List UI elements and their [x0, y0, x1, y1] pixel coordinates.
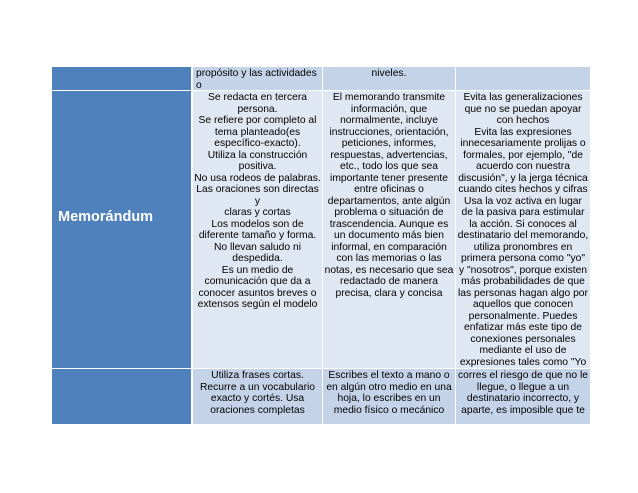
row-header-cell — [52, 369, 192, 425]
row-header-cell — [52, 91, 192, 369]
table-cell-levels — [322, 67, 455, 91]
cell-text: El memorando transmite información, que normalmente, incluye instrucciones, orientación, peticiones, informes, respuestas, advertencias, etc., todo los que sea importante tener presente entre oficinas o departamentos, ante algún problema o situación de trascendencia. Aunque es un documento más bien informal, en comparación con las memorias o las notas, es necesario que sea redactado de manera precisa, clara y concisa — [324, 92, 454, 299]
table-cell-medium — [322, 369, 455, 425]
table-cell-description — [322, 91, 455, 369]
row-header-cell — [52, 67, 192, 91]
table-cell-recommendations — [455, 91, 590, 369]
cell-text — [456, 67, 590, 68]
memorandum-table — [52, 67, 590, 425]
cell-text: Evita las generalizaciones que no se puedan apoyar con hechos Evita las expresiones innecesariamente prolijas o formales, por ejemplo, "de acuerdo con nuestra discusión", y la jerga técnica cuando cites hechos y cifras Usa la voz activa en lugar de la pasiva para estimular la acción. Si conoces al destinatario del memorando, utiliza pronombres en primera persona como "yo" y "nosotros", porque existen más probabilidades de que las personas hagan algo por aquellos que conocen personalmente. Puedes enfatizar más este tipo de conexiones personales mediante el uso de expresiones tales como "Yo — [457, 92, 589, 368]
cell-text: Se redacta en tercera persona. Se refiere por completo al tema planteado(es específico-exacto). Utiliza la construcción positiva. No usa rodeos de palabras. Las oraciones son directas y claras y cortas Los modelos son de diferente tamaño y forma. No llevan saludo ni despedida. Es un medio de comunicación que da a conocer asuntos breves o extensos según el modelo — [194, 92, 321, 310]
table-cell-purpose — [192, 67, 322, 91]
table-cell-risk — [455, 369, 590, 425]
cell-text: propósito y las actividades o — [196, 68, 317, 91]
cell-text: Utiliza frases cortas. Recurre a un vocabulario exacto y cortés. Usa oraciones completas — [199, 370, 316, 416]
cell-text: Escribes el texto a mano o en algún otro medio en una hoja, lo escribes en un medio físico o mecánico — [326, 370, 452, 416]
cell-text: corres el riesgo de que no le llegue, o llegue a un destinatario incorrecto, y aparte, es imposible que te — [458, 370, 588, 416]
cell-text: niveles. — [371, 68, 407, 79]
row-header-label: Memorándum — [58, 209, 154, 225]
table-cell-style — [192, 369, 322, 425]
table-cell-empty — [455, 67, 590, 91]
table-cell-characteristics — [192, 91, 322, 369]
